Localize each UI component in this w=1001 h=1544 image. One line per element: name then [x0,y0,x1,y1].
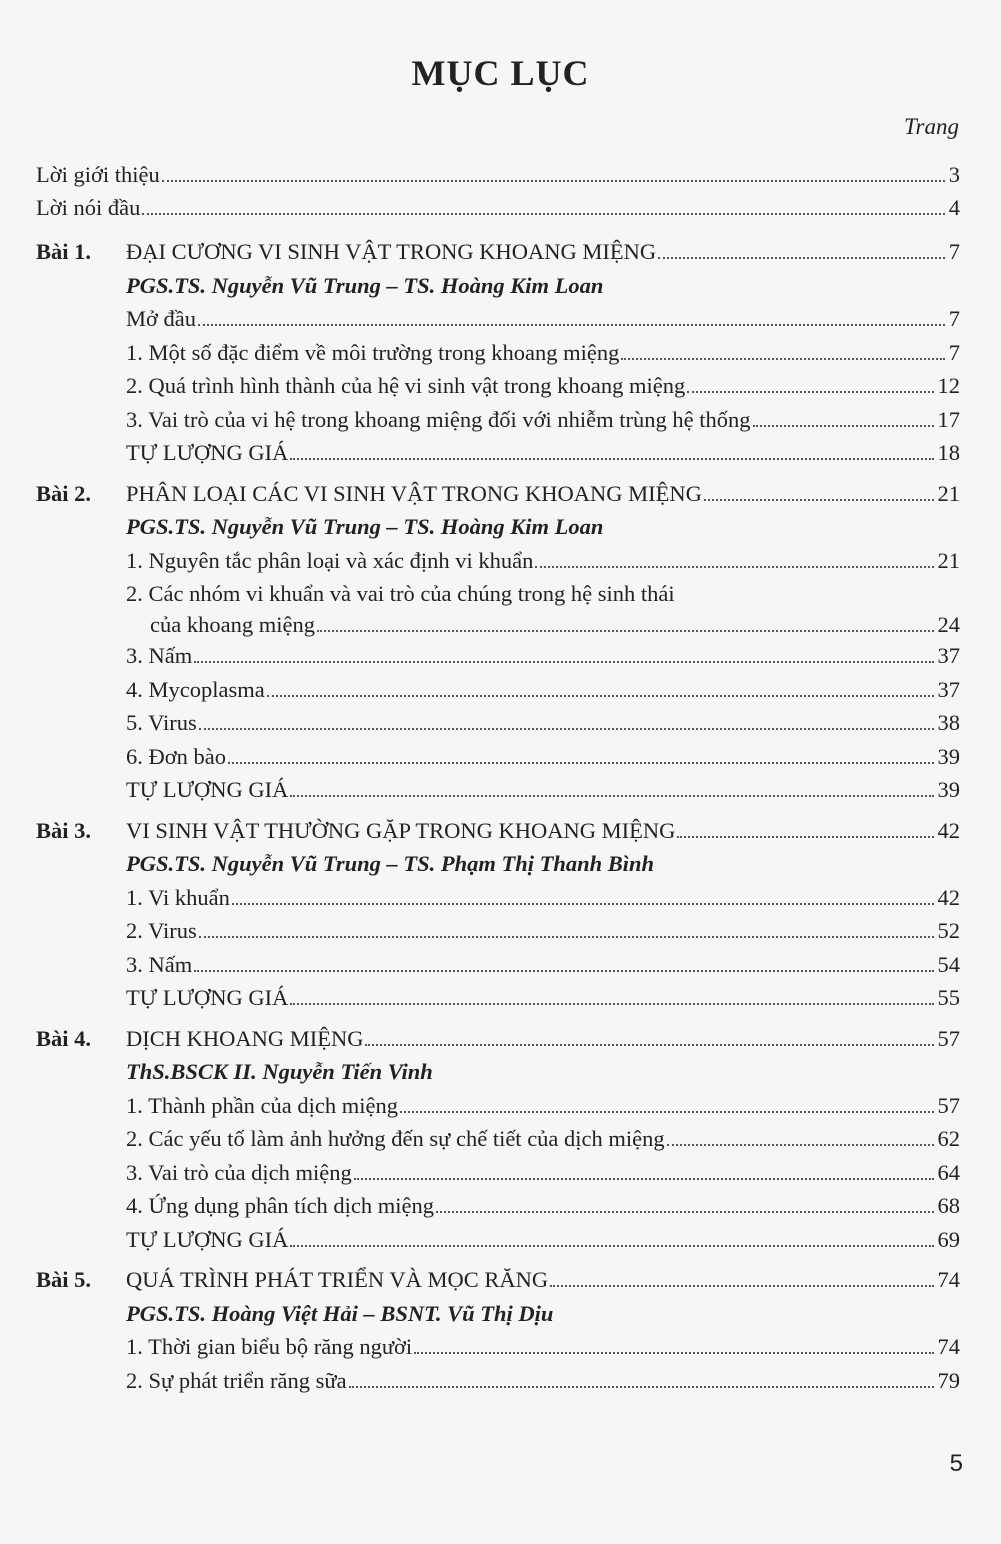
entry-page: 68 [937,1193,960,1218]
entry-page: 12 [937,373,960,398]
section-entry [126,983,960,1013]
entry-title: 2. Các yếu tố làm ảnh hưởng đến sự chế tiết của dịch miệng [126,1126,665,1151]
leader-dots [400,1081,933,1113]
lesson-authors: PGS.TS. Nguyễn Vũ Trung – TS. Hoàng Kim Loan [126,272,604,298]
entry-title: 1. Thời gian biểu bộ răng người [126,1334,413,1359]
entry-page: 42 [937,884,960,910]
entry-title: của khoang miệng [150,612,315,637]
lesson-title-entry [126,1024,960,1054]
entry-title: VI SINH VẬT THƯỜNG GẶP TRONG KHOANG MIỆNG [126,817,676,843]
leader-dots [142,183,944,215]
entry-page: 4 [948,195,960,220]
leader-dots [535,536,933,568]
leader-dots [677,806,933,838]
lesson-number: Bài 4. [36,1025,92,1051]
leader-dots [753,395,934,427]
entry-title: 3. Vai trò của vi hệ trong khoang miệng đối với nhiễm trùng hệ thống [126,406,751,432]
leader-dots [550,1255,933,1287]
entry-title: 4. Mycoplasma [126,676,265,702]
entry-title: 2. Sự phát triển răng sữa [126,1367,347,1393]
leader-dots [687,361,933,393]
entry-title: TỰ LƯỢNG GIÁ [126,777,289,802]
entry-page: 62 [937,1126,960,1151]
entry-page: 64 [937,1159,960,1185]
entry-title: DỊCH KHOANG MIỆNG [126,1025,364,1051]
entry-title: 3. Nấm [126,951,193,977]
entry-page: 37 [937,676,960,702]
lesson-number: Bài 2. [36,480,92,506]
entry-page: 37 [937,643,960,668]
lesson-authors: PGS.TS. Hoàng Việt Hải – BSNT. Vũ Thị Dịu [126,1300,554,1326]
leader-dots [436,1181,933,1213]
entry-title: 1. Nguyên tắc phân loại và xác định vi khuẩn [126,547,534,573]
entry-page: 7 [948,306,960,331]
entry-title: QUÁ TRÌNH PHÁT TRIỂN VÀ MỌC RĂNG [126,1267,549,1292]
entry-page: 79 [937,1367,960,1393]
entry-page: 52 [937,918,960,943]
entry-page: 18 [937,440,960,465]
lesson-number: Bài 3. [36,817,92,843]
lesson-authors: PGS.TS. Nguyễn Vũ Trung – TS. Phạm Thị Thanh Bình [126,851,655,876]
entry-title: TỰ LƯỢNG GIÁ [126,440,289,465]
leader-dots [704,469,934,501]
leader-dots [198,294,945,326]
entry-title: Lời nói đầu [36,195,141,220]
entry-title: TỰ LƯỢNG GIÁ [126,985,289,1010]
entry-page: 7 [948,239,960,264]
lesson-number: Bài 1. [36,239,92,264]
leader-dots [290,428,933,460]
section-entry [126,1225,960,1255]
leader-dots [194,940,933,972]
leader-dots [199,906,934,938]
leader-dots [621,328,944,360]
entry-title: 2. Các nhóm vi khuẩn và vai trò của chúng trong hệ sinh thái [126,581,675,606]
entry-page: 57 [937,1092,960,1118]
entry-page: 24 [937,612,960,637]
entry-page: 74 [937,1267,960,1292]
entry-title: 5. Virus [126,710,197,735]
entry-title: 3. Vai trò của dịch miệng [126,1159,352,1185]
entry-page: 69 [937,1226,960,1252]
entry-page: 57 [937,1025,960,1051]
leader-dots [354,1148,934,1180]
page-column-header: Trang [904,114,959,139]
entry-title: 2. Quá trình hình thành của hệ vi sinh vật trong khoang miệng [126,373,686,398]
leader-dots [232,873,934,905]
entry-page: 17 [937,406,960,432]
entry-page: 21 [937,547,960,573]
entry-title: 2. Virus [126,918,197,943]
entry-page: 74 [937,1334,960,1359]
leader-dots [162,150,945,182]
leader-dots [414,1322,933,1354]
entry-page: 39 [937,777,960,802]
entry-page: 7 [948,339,960,365]
lesson-title-entry [126,479,960,509]
entry-page: 54 [937,951,960,977]
entry-title: Mở đầu [126,306,197,331]
leader-dots [667,1114,934,1146]
leader-dots [290,1215,933,1247]
leader-dots [194,631,933,663]
entry-title: Lời giới thiệu [36,162,160,187]
entry-title: 3. Nấm [126,643,193,668]
page-number: 5 [949,1450,963,1477]
lesson-title-entry [126,1265,960,1295]
entry-title: TỰ LƯỢNG GIÁ [126,1226,289,1252]
leader-dots [228,732,933,764]
lesson-title-entry [126,816,960,846]
leader-dots [290,973,933,1005]
entry-page: 21 [937,480,960,506]
entry-title: PHÂN LOẠI CÁC VI SINH VẬT TRONG KHOANG MIỆNG [126,480,702,506]
entry-title: 6. Đơn bào [126,743,227,769]
entry-title: ĐẠI CƯƠNG VI SINH VẬT TRONG KHOANG MIỆNG [126,239,657,264]
entry-title: 1. Một số đặc điểm về môi trường trong khoang miệng [126,339,620,365]
entry-page: 3 [948,162,960,187]
leader-dots [267,665,934,697]
leader-dots [349,1356,934,1388]
lesson-authors: PGS.TS. Nguyễn Vũ Trung – TS. Hoàng Kim Loan [126,514,604,539]
entry-title: 4. Ứng dụng phân tích dịch miệng [126,1193,435,1218]
section-entry [126,546,960,576]
entry-page: 55 [937,985,960,1010]
lesson-authors: ThS.BSCK II. Nguyễn Tiến Vinh [126,1059,433,1084]
leader-dots [317,600,934,632]
leader-dots [199,698,934,730]
page-title: MỤC LỤC [411,53,590,93]
section-entry [126,1366,960,1396]
section-entry [126,775,960,805]
section-entry [126,438,960,468]
leader-dots [290,765,933,797]
front-matter-entry [36,193,960,223]
leader-dots [365,1014,933,1046]
entry-page: 39 [937,743,960,769]
lesson-title-entry [126,237,960,267]
entry-page: 42 [937,817,960,843]
entry-title: 1. Vi khuẩn [126,884,230,910]
lesson-number: Bài 5. [36,1267,92,1292]
leader-dots [658,227,945,259]
entry-page: 38 [937,710,960,735]
entry-title: 1. Thành phần của dịch miệng [126,1092,399,1118]
